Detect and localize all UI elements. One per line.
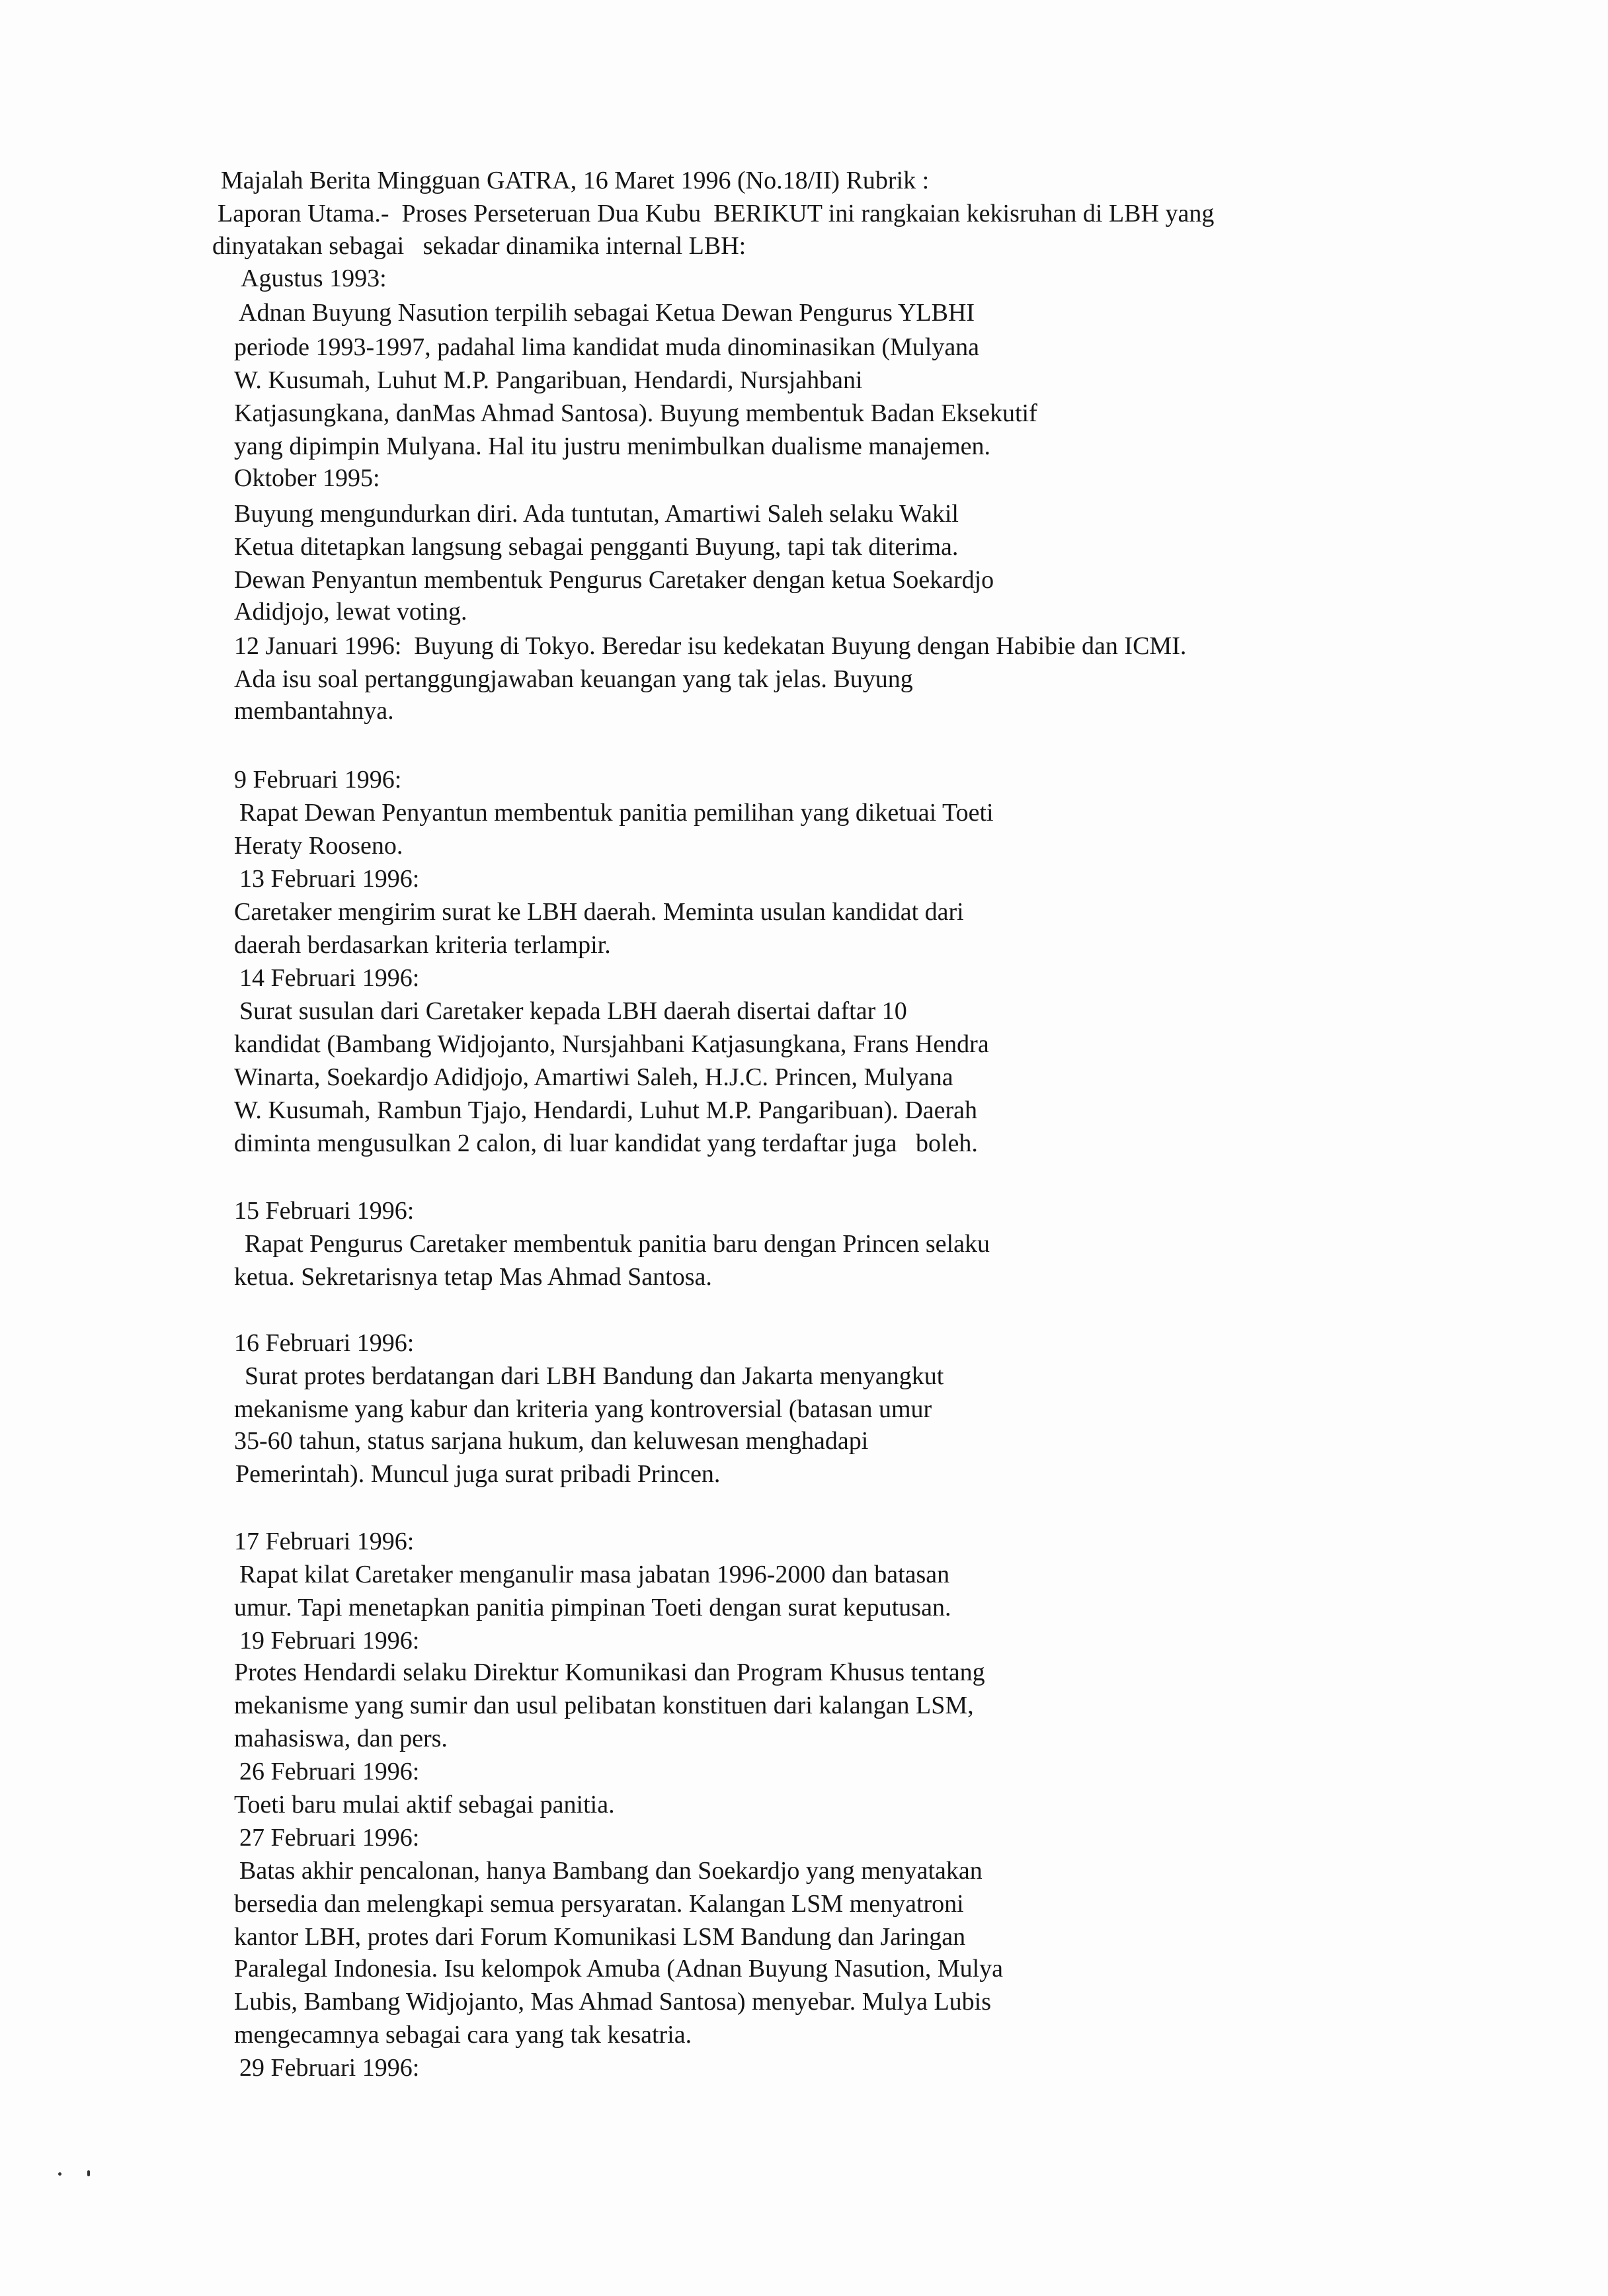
text-line: 12 Januari 1996: Buyung di Tokyo. Beredar isu kedekatan Buyung dengan Habibie dan ICMI.	[234, 632, 1187, 660]
text-line: Adnan Buyung Nasution terpilih sebagai Ketua Dewan Pengurus YLBHI	[239, 299, 975, 327]
text-line: Rapat Pengurus Caretaker membentuk panitia baru dengan Princen selaku	[245, 1230, 990, 1258]
text-line: Caretaker mengirim surat ke LBH daerah. Meminta usulan kandidat dari	[234, 898, 964, 926]
text-line: W. Kusumah, Rambun Tjajo, Hendardi, Luhut M.P. Pangaribuan). Daerah	[234, 1096, 977, 1124]
text-line: 35-60 tahun, status sarjana hukum, dan keluwesan menghadapi	[234, 1427, 869, 1455]
text-line: Katjasungkana, danMas Ahmad Santosa). Buyung membentuk Badan Eksekutif	[234, 399, 1037, 427]
text-line: Batas akhir pencalonan, hanya Bambang dan Soekardjo yang menyatakan	[239, 1857, 983, 1885]
text-line: 15 Februari 1996:	[234, 1197, 415, 1225]
text-line: Ketua ditetapkan langsung sebagai pengganti Buyung, tapi tak diterima.	[234, 533, 959, 561]
text-line: Adidjojo, lewat voting.	[234, 598, 467, 626]
text-line: yang dipimpin Mulyana. Hal itu justru menimbulkan dualisme manajemen.	[234, 432, 991, 460]
text-line: diminta mengusulkan 2 calon, di luar kandidat yang terdaftar juga boleh.	[234, 1129, 978, 1157]
text-line: periode 1993-1997, padahal lima kandidat muda dinominasikan (Mulyana	[234, 333, 980, 361]
text-line: 29 Februari 1996:	[239, 2054, 420, 2082]
text-line: dinyatakan sebagai sekadar dinamika internal LBH:	[212, 232, 746, 260]
text-line: 19 Februari 1996:	[239, 1627, 420, 1655]
text-line: kantor LBH, protes dari Forum Komunikasi LSM Bandung dan Jaringan	[234, 1923, 966, 1951]
text-line: mengecamnya sebagai cara yang tak kesatria.	[234, 2021, 692, 2049]
text-line: Majalah Berita Mingguan GATRA, 16 Maret 1996 (No.18/II) Rubrik :	[221, 167, 930, 194]
text-line: 27 Februari 1996:	[239, 1824, 420, 1852]
scan-speck	[58, 2172, 61, 2176]
text-line: Pemerintah). Muncul juga surat pribadi Princen.	[235, 1460, 721, 1488]
text-line: Surat protes berdatangan dari LBH Bandung dan Jakarta menyangkut	[245, 1362, 944, 1390]
text-line: Winarta, Soekardjo Adidjojo, Amartiwi Saleh, H.J.C. Princen, Mulyana	[234, 1063, 953, 1091]
text-line: Rapat kilat Caretaker menganulir masa jabatan 1996-2000 dan batasan	[239, 1561, 950, 1588]
text-line: mekanisme yang sumir dan usul pelibatan konstituen dari kalangan LSM,	[234, 1692, 974, 1719]
text-line: Paralegal Indonesia. Isu kelompok Amuba (Adnan Buyung Nasution, Mulya	[234, 1955, 1004, 1983]
text-line: kandidat (Bambang Widjojanto, Nursjahbani Katjasungkana, Frans Hendra	[234, 1030, 989, 1058]
text-line: Agustus 1993:	[241, 265, 387, 292]
text-line: mahasiswa, dan pers.	[234, 1725, 448, 1752]
text-line: ketua. Sekretarisnya tetap Mas Ahmad Santosa.	[234, 1263, 712, 1291]
text-line: 13 Februari 1996:	[239, 865, 420, 893]
text-line: Toeti baru mulai aktif sebagai panitia.	[234, 1791, 615, 1819]
text-line: Heraty Rooseno.	[234, 832, 403, 860]
text-line: Surat susulan dari Caretaker kepada LBH daerah disertai daftar 10	[239, 997, 907, 1025]
text-line: 16 Februari 1996:	[234, 1329, 415, 1357]
text-line: Protes Hendardi selaku Direktur Komunikasi dan Program Khusus tentang	[234, 1659, 985, 1686]
scan-speck	[87, 2170, 90, 2176]
text-line: membantahnya.	[234, 697, 394, 725]
text-line: Lubis, Bambang Widjojanto, Mas Ahmad Santosa) menyebar. Mulya Lubis	[234, 1988, 992, 2016]
text-line: Ada isu soal pertanggungjawaban keuangan yang tak jelas. Buyung	[234, 665, 913, 693]
text-line: Dewan Penyantun membentuk Pengurus Caretaker dengan ketua Soekardjo	[234, 566, 994, 594]
text-line: bersedia dan melengkapi semua persyaratan. Kalangan LSM menyatroni	[234, 1890, 964, 1918]
text-line: umur. Tapi menetapkan panitia pimpinan Toeti dengan surat keputusan.	[234, 1594, 951, 1621]
text-line: 17 Februari 1996:	[234, 1528, 415, 1555]
text-line: daerah berdasarkan kriteria terlampir.	[234, 931, 611, 959]
text-line: Oktober 1995:	[234, 464, 380, 492]
text-line: Laporan Utama.- Proses Perseteruan Dua Kubu BERIKUT ini rangkaian kekisruhan di LBH yang	[218, 200, 1215, 227]
text-line: Buyung mengundurkan diri. Ada tuntutan, Amartiwi Saleh selaku Wakil	[234, 500, 959, 528]
text-line: Rapat Dewan Penyantun membentuk panitia pemilihan yang diketuai Toeti	[239, 799, 994, 827]
text-line: mekanisme yang kabur dan kriteria yang kontroversial (batasan umur	[234, 1395, 932, 1423]
text-line: 9 Februari 1996:	[234, 766, 402, 794]
text-line: 26 Februari 1996:	[239, 1758, 420, 1785]
text-line: W. Kusumah, Luhut M.P. Pangaribuan, Hendardi, Nursjahbani	[234, 366, 863, 394]
text-line: 14 Februari 1996:	[239, 964, 420, 992]
